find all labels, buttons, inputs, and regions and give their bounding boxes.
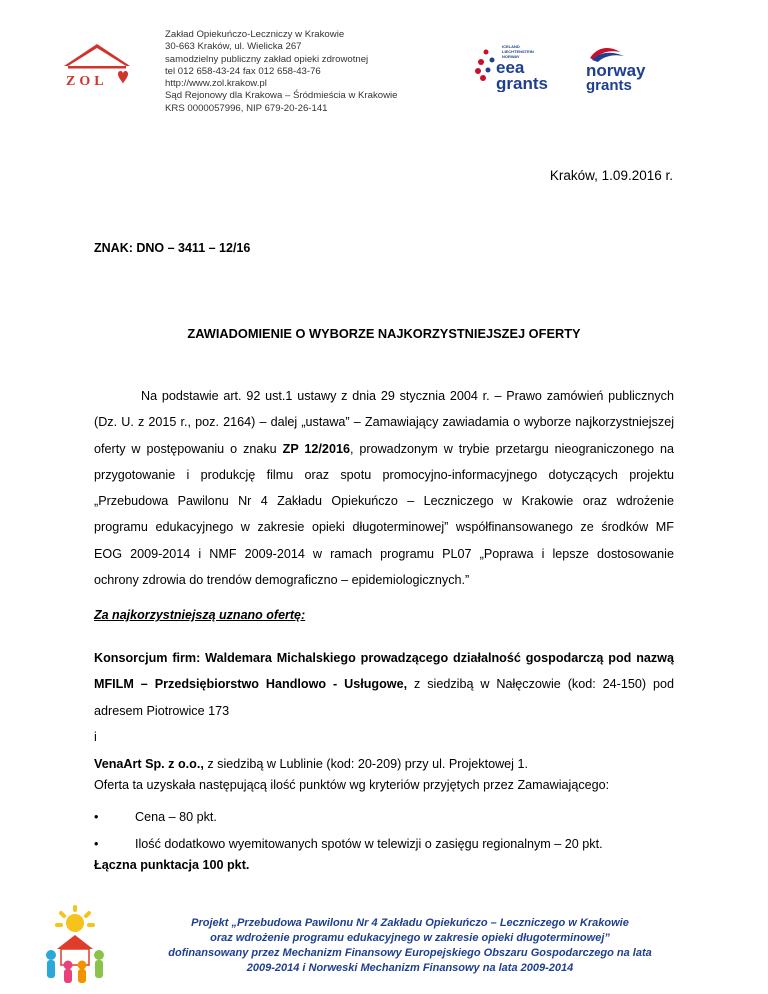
eea-country-label: ICELAND xyxy=(502,44,520,49)
document-title: ZAWIADOMIENIE O WYBORZE NAJKORZYSTNIEJSZEJ OFERTY xyxy=(187,326,581,341)
body-line-text: , prowadzonym w trybie przetargu nieograniczonego na xyxy=(349,441,675,456)
eea-logo-word: eea xyxy=(496,58,525,77)
winner-details xyxy=(94,645,674,777)
company-name: VenaArt Sp. z o.o., xyxy=(94,756,204,771)
winner-line xyxy=(94,751,674,777)
list-item xyxy=(94,804,603,831)
body-line: Na podstawie art. 92 ust.1 ustawy z dnia 29 stycznia 2004 r. – Prawo zamówień publicznych xyxy=(141,389,674,403)
reference-number: ZNAK: DNO – 3411 – 12/16 xyxy=(94,241,251,255)
points-intro: Oferta ta uzyskała następującą ilość punktów wg kryteriów przyjętych przez Zamawiającego: xyxy=(94,778,610,792)
body-line: EOG 2009-2014 i NMF 2009-2014 w ramach programu PL07 „Poprawa i lepsze dostosowanie xyxy=(94,546,674,561)
procedure-code: ZP 12/2016 xyxy=(282,441,350,456)
address-line: Sąd Rejonowy dla Krakowa – Śródmieścia w Krakowie xyxy=(165,90,398,102)
eea-country-label: NORWAY xyxy=(502,54,520,59)
winner-line: Konsorcjum firm: Waldemara Michalskiego prowadzącego działalność gospodarczą pod nazwą xyxy=(94,651,674,665)
footer-line: oraz wdrożenie programu edukacyjnego w zakresie opieki długoterminowej” xyxy=(210,932,610,944)
body-line-text: oferty w postępowaniu o znaku xyxy=(94,441,283,456)
winner-heading: Za najkorzystniejszą uznano ofertę: xyxy=(94,608,306,622)
body-line: (Dz. U. z 2015 r., poz. 2164) – dalej „ustawa” – Zamawiający zawiadamia o wyborze najkorzystniejszej xyxy=(94,415,674,430)
body-line: „Przebudowa Pawilonu Nr 4 Zakładu Opiekuńczo – Leczniczego w Krakowie oraz wdrożenie xyxy=(94,494,674,509)
winner-line xyxy=(94,671,674,697)
zol-logo xyxy=(60,40,135,90)
norway-grants-logo xyxy=(580,44,675,94)
criterion-text: Cena – 80 pkt. xyxy=(135,810,217,824)
body-line xyxy=(94,436,674,462)
address-line: Zakład Opiekuńczo-Leczniczy w Krakowie xyxy=(165,29,345,40)
body-line: ochrony zdrowia do trendów demograficzno – epidemiologicznych.” xyxy=(94,573,470,588)
address-line: http://www.zol.krakow.pl xyxy=(165,78,267,90)
grants-logo-word: grants xyxy=(496,74,548,92)
winner-line: i xyxy=(94,730,97,745)
address-line: samodzielny publiczny zakład opieki zdrowotnej xyxy=(165,53,369,65)
norway-logo-word: norway xyxy=(586,61,646,80)
body-line: przygotowanie i produkcję filmu oraz spotu promocyjno-informacyjnego dotyczących projektu xyxy=(94,467,674,482)
footer-line: Projekt „Przebudowa Pawilonu Nr 4 Zakładu Opiekuńczo – Leczniczego w Krakowie xyxy=(191,917,629,929)
footer-line: 2009-2014 i Norweski Mechanizm Finansowy na lata 2009-2014 xyxy=(246,962,574,974)
address-line: tel 012 658-43-24 fax 012 658-43-76 xyxy=(165,65,321,77)
company-address: z siedzibą w Nałęczowie (kod: 24-150) pod xyxy=(407,677,674,692)
address-line: KRS 0000057996, NIP 679-20-26-141 xyxy=(165,102,328,114)
list-item xyxy=(94,831,603,858)
total-points: Łączna punktacja 100 pkt. xyxy=(94,858,250,872)
company-address: z siedzibą w Lublinie (kod: 20-209) przy ul. Projektowej 1. xyxy=(203,756,528,771)
body-line: programu edukacyjnego w zakresie opieki długoterminowej” współfinansowanego ze środków MF xyxy=(94,520,674,535)
eea-grants-logo xyxy=(472,40,567,92)
footer-line: dofinansowany przez Mechanizm Finansowy Europejskiego Obszaru Gospodarczego na lata xyxy=(168,947,652,959)
criterion-text: Ilość dodatkowo wyemitowanych spotów w telewizji o zasięgu regionalnym – 20 pkt. xyxy=(135,837,603,851)
zol-logo-text: ZOL xyxy=(66,74,108,89)
company-name: MFILM – Przedsiębiorstwo Handlowo - Usługowe, xyxy=(94,677,408,692)
institution-address-block xyxy=(165,29,398,115)
document-date: Kraków, 1.09.2016 r. xyxy=(549,168,673,183)
winner-line: adresem Piotrowice 173 xyxy=(94,703,230,718)
bullet: • xyxy=(94,837,99,851)
project-footer xyxy=(130,916,690,976)
body-paragraph xyxy=(94,383,674,593)
grants-logo-word: grants xyxy=(586,77,632,94)
criteria-list xyxy=(94,804,603,858)
project-children-logo xyxy=(35,905,115,987)
eea-country-label: LIECHTENSTEIN xyxy=(502,49,534,54)
address-line: 30-663 Kraków, ul. Wielicka 267 xyxy=(165,41,302,53)
bullet: • xyxy=(94,810,99,824)
